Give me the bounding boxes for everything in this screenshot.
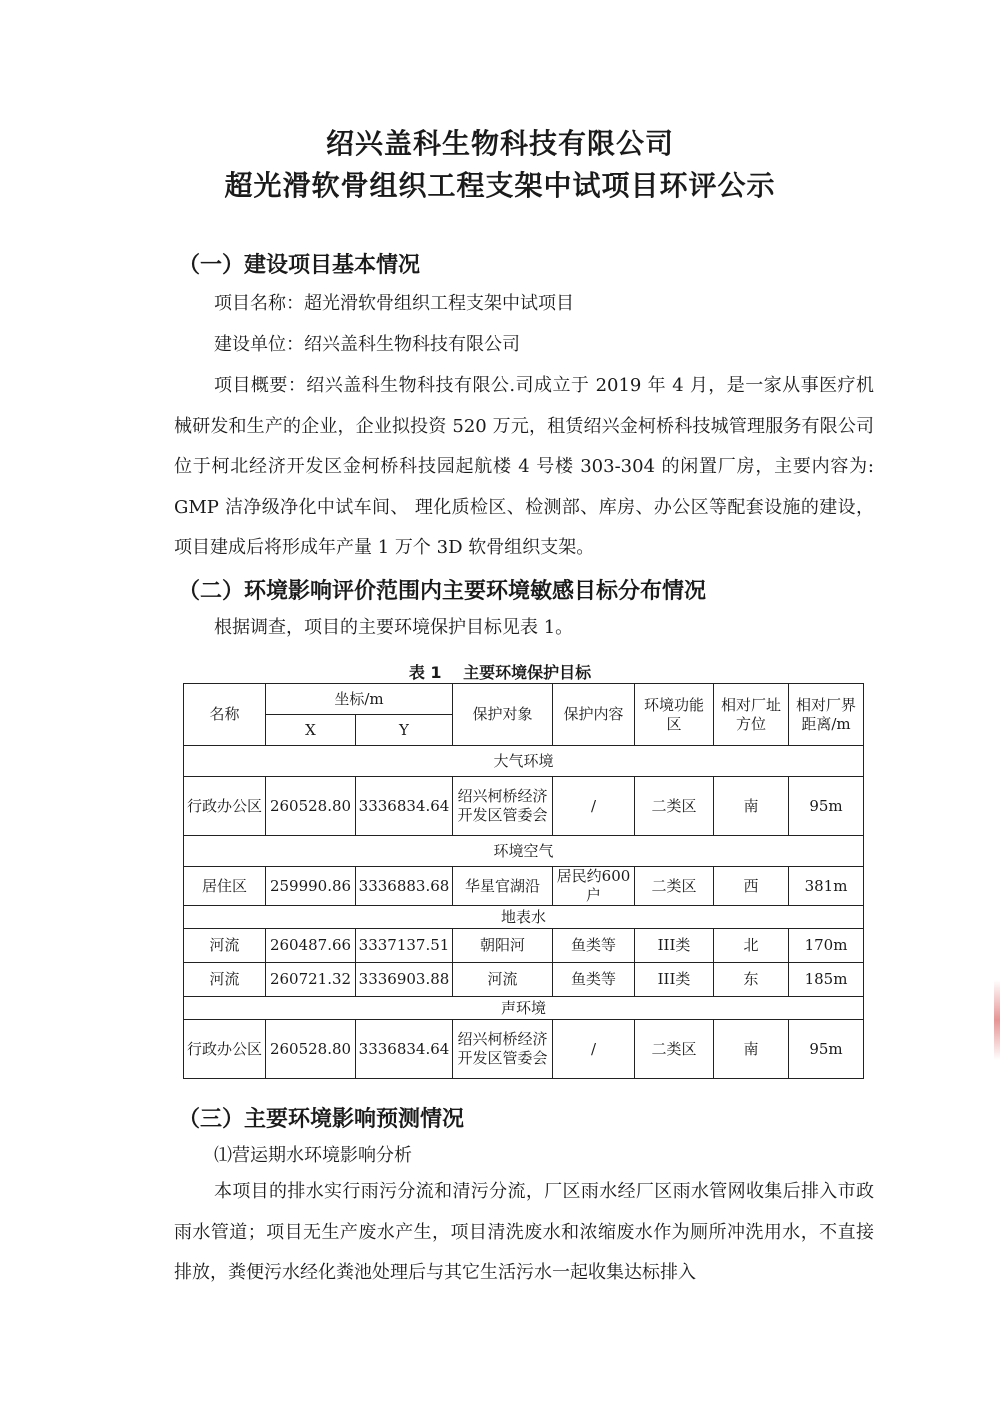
cell-x: 260721.32: [266, 963, 356, 997]
table-row: [184, 963, 864, 997]
cell-direction: 东: [714, 963, 789, 997]
cell-content: 居民约600户: [553, 867, 635, 906]
cell-content: /: [553, 777, 635, 836]
section-row: [184, 906, 864, 929]
cell-name: 行政办公区: [184, 777, 266, 836]
table-row: [184, 777, 864, 836]
scan-edge-mark: [994, 980, 1000, 1060]
cell-direction: 南: [714, 777, 789, 836]
section2-heading: （二）环境影响评价范围内主要环境敏感目标分布情况: [178, 579, 707, 604]
builder-line: 建设单位：绍兴盖科生物科技有限公司: [214, 334, 520, 355]
cell-content: 鱼类等: [553, 963, 635, 997]
company-title: 绍兴盖科生物科技有限公司: [325, 127, 674, 160]
cell-direction: 北: [714, 929, 789, 963]
cell-name: 行政办公区: [184, 1020, 266, 1079]
section3-heading: （三）主要环境影响预测情况: [178, 1107, 465, 1132]
cell-x: 260487.66: [266, 929, 356, 963]
cell-target: 朝阳河: [453, 929, 553, 963]
header-name: 名称: [184, 684, 266, 746]
table-row: [184, 929, 864, 963]
cell-distance: 381m: [789, 867, 864, 906]
table-header-row: [184, 684, 864, 715]
cell-x: 259990.86: [266, 867, 356, 906]
section-row: [184, 836, 864, 867]
section-row: [184, 746, 864, 777]
project-name-line: 项目名称：超光滑软骨组织工程支架中试项目: [214, 293, 574, 314]
cell-zone: III类: [635, 929, 714, 963]
cell-zone: III类: [635, 963, 714, 997]
cell-target: 绍兴柯桥经济开发区管委会: [453, 1020, 553, 1079]
cell-name: 河流: [184, 963, 266, 997]
cell-y: 3336834.64: [356, 777, 453, 836]
announcement-title: 超光滑软骨组织工程支架中试项目环评公示: [224, 169, 776, 202]
cell-content: /: [553, 1020, 635, 1079]
project-overview: 项目概要：绍兴盖科生物科技有限公.司成立于 2019 年 4 月，是一家从事医疗机械研发和生产的企业，企业拟投资 520 万元，租赁绍兴金柯桥科技城管理服务有限公司位于柯北经济开发区金柯桥科技园起航楼 4 号楼 303-304 的闲置厂房，主要内容为: GMP 洁净级净化中试车间、 理化质检区、检测部、库房、办公区等配套设施的建设，项目建成后将形成年产量 1 万个 3D 软骨组织支架。: [174, 375, 874, 558]
section-label: 声环境: [184, 997, 864, 1020]
header-coord: 坐标/m: [266, 684, 453, 715]
cell-zone: 二类区: [635, 867, 714, 906]
table-row: [184, 1020, 864, 1079]
header-y: Y: [356, 715, 453, 746]
cell-y: 3336834.64: [356, 1020, 453, 1079]
cell-direction: 西: [714, 867, 789, 906]
table-caption: 表 1 主要环境保护目标: [408, 663, 592, 682]
section-label: 大气环境: [184, 746, 864, 777]
cell-direction: 南: [714, 1020, 789, 1079]
cell-y: 3336883.68: [356, 867, 453, 906]
cell-distance: 95m: [789, 777, 864, 836]
header-distance: 相对厂界距离/m: [789, 684, 864, 746]
section-label: 环境空气: [184, 836, 864, 867]
section1-heading: （一）建设项目基本情况: [178, 253, 421, 278]
cell-distance: 95m: [789, 1020, 864, 1079]
cell-zone: 二类区: [635, 1020, 714, 1079]
cell-target: 河流: [453, 963, 553, 997]
header-x: X: [266, 715, 356, 746]
section-row: [184, 997, 864, 1020]
protection-targets-table: [183, 683, 864, 1079]
header-content: 保护内容: [553, 684, 635, 746]
cell-x: 260528.80: [266, 777, 356, 836]
section3-subheading: ⑴营运期水环境影响分析: [214, 1145, 412, 1166]
cell-name: 居住区: [184, 867, 266, 906]
header-direction: 相对厂址方位: [714, 684, 789, 746]
cell-y: 3337137.51: [356, 929, 453, 963]
header-target: 保护对象: [453, 684, 553, 746]
cell-distance: 170m: [789, 929, 864, 963]
cell-distance: 185m: [789, 963, 864, 997]
section-label: 地表水: [184, 906, 864, 929]
table-row: [184, 867, 864, 906]
cell-y: 3336903.88: [356, 963, 453, 997]
cell-target: 华星官湖沿: [453, 867, 553, 906]
cell-target: 绍兴柯桥经济开发区管委会: [453, 777, 553, 836]
cell-name: 河流: [184, 929, 266, 963]
cell-zone: 二类区: [635, 777, 714, 836]
header-zone: 环境功能区: [635, 684, 714, 746]
cell-x: 260528.80: [266, 1020, 356, 1079]
section2-intro: 根据调查，项目的主要环境保护目标见表 1。: [214, 617, 574, 638]
cell-content: 鱼类等: [553, 929, 635, 963]
section3-paragraph: 本项目的排水实行雨污分流和清污分流，厂区雨水经厂区雨水管网收集后排入市政雨水管道；项目无生产废水产生，项目清洗废水和浓缩废水作为厕所冲洗用水，不直接排放，粪便污水经化粪池处理后与其它生活污水一起收集达标排入: [174, 1181, 874, 1283]
